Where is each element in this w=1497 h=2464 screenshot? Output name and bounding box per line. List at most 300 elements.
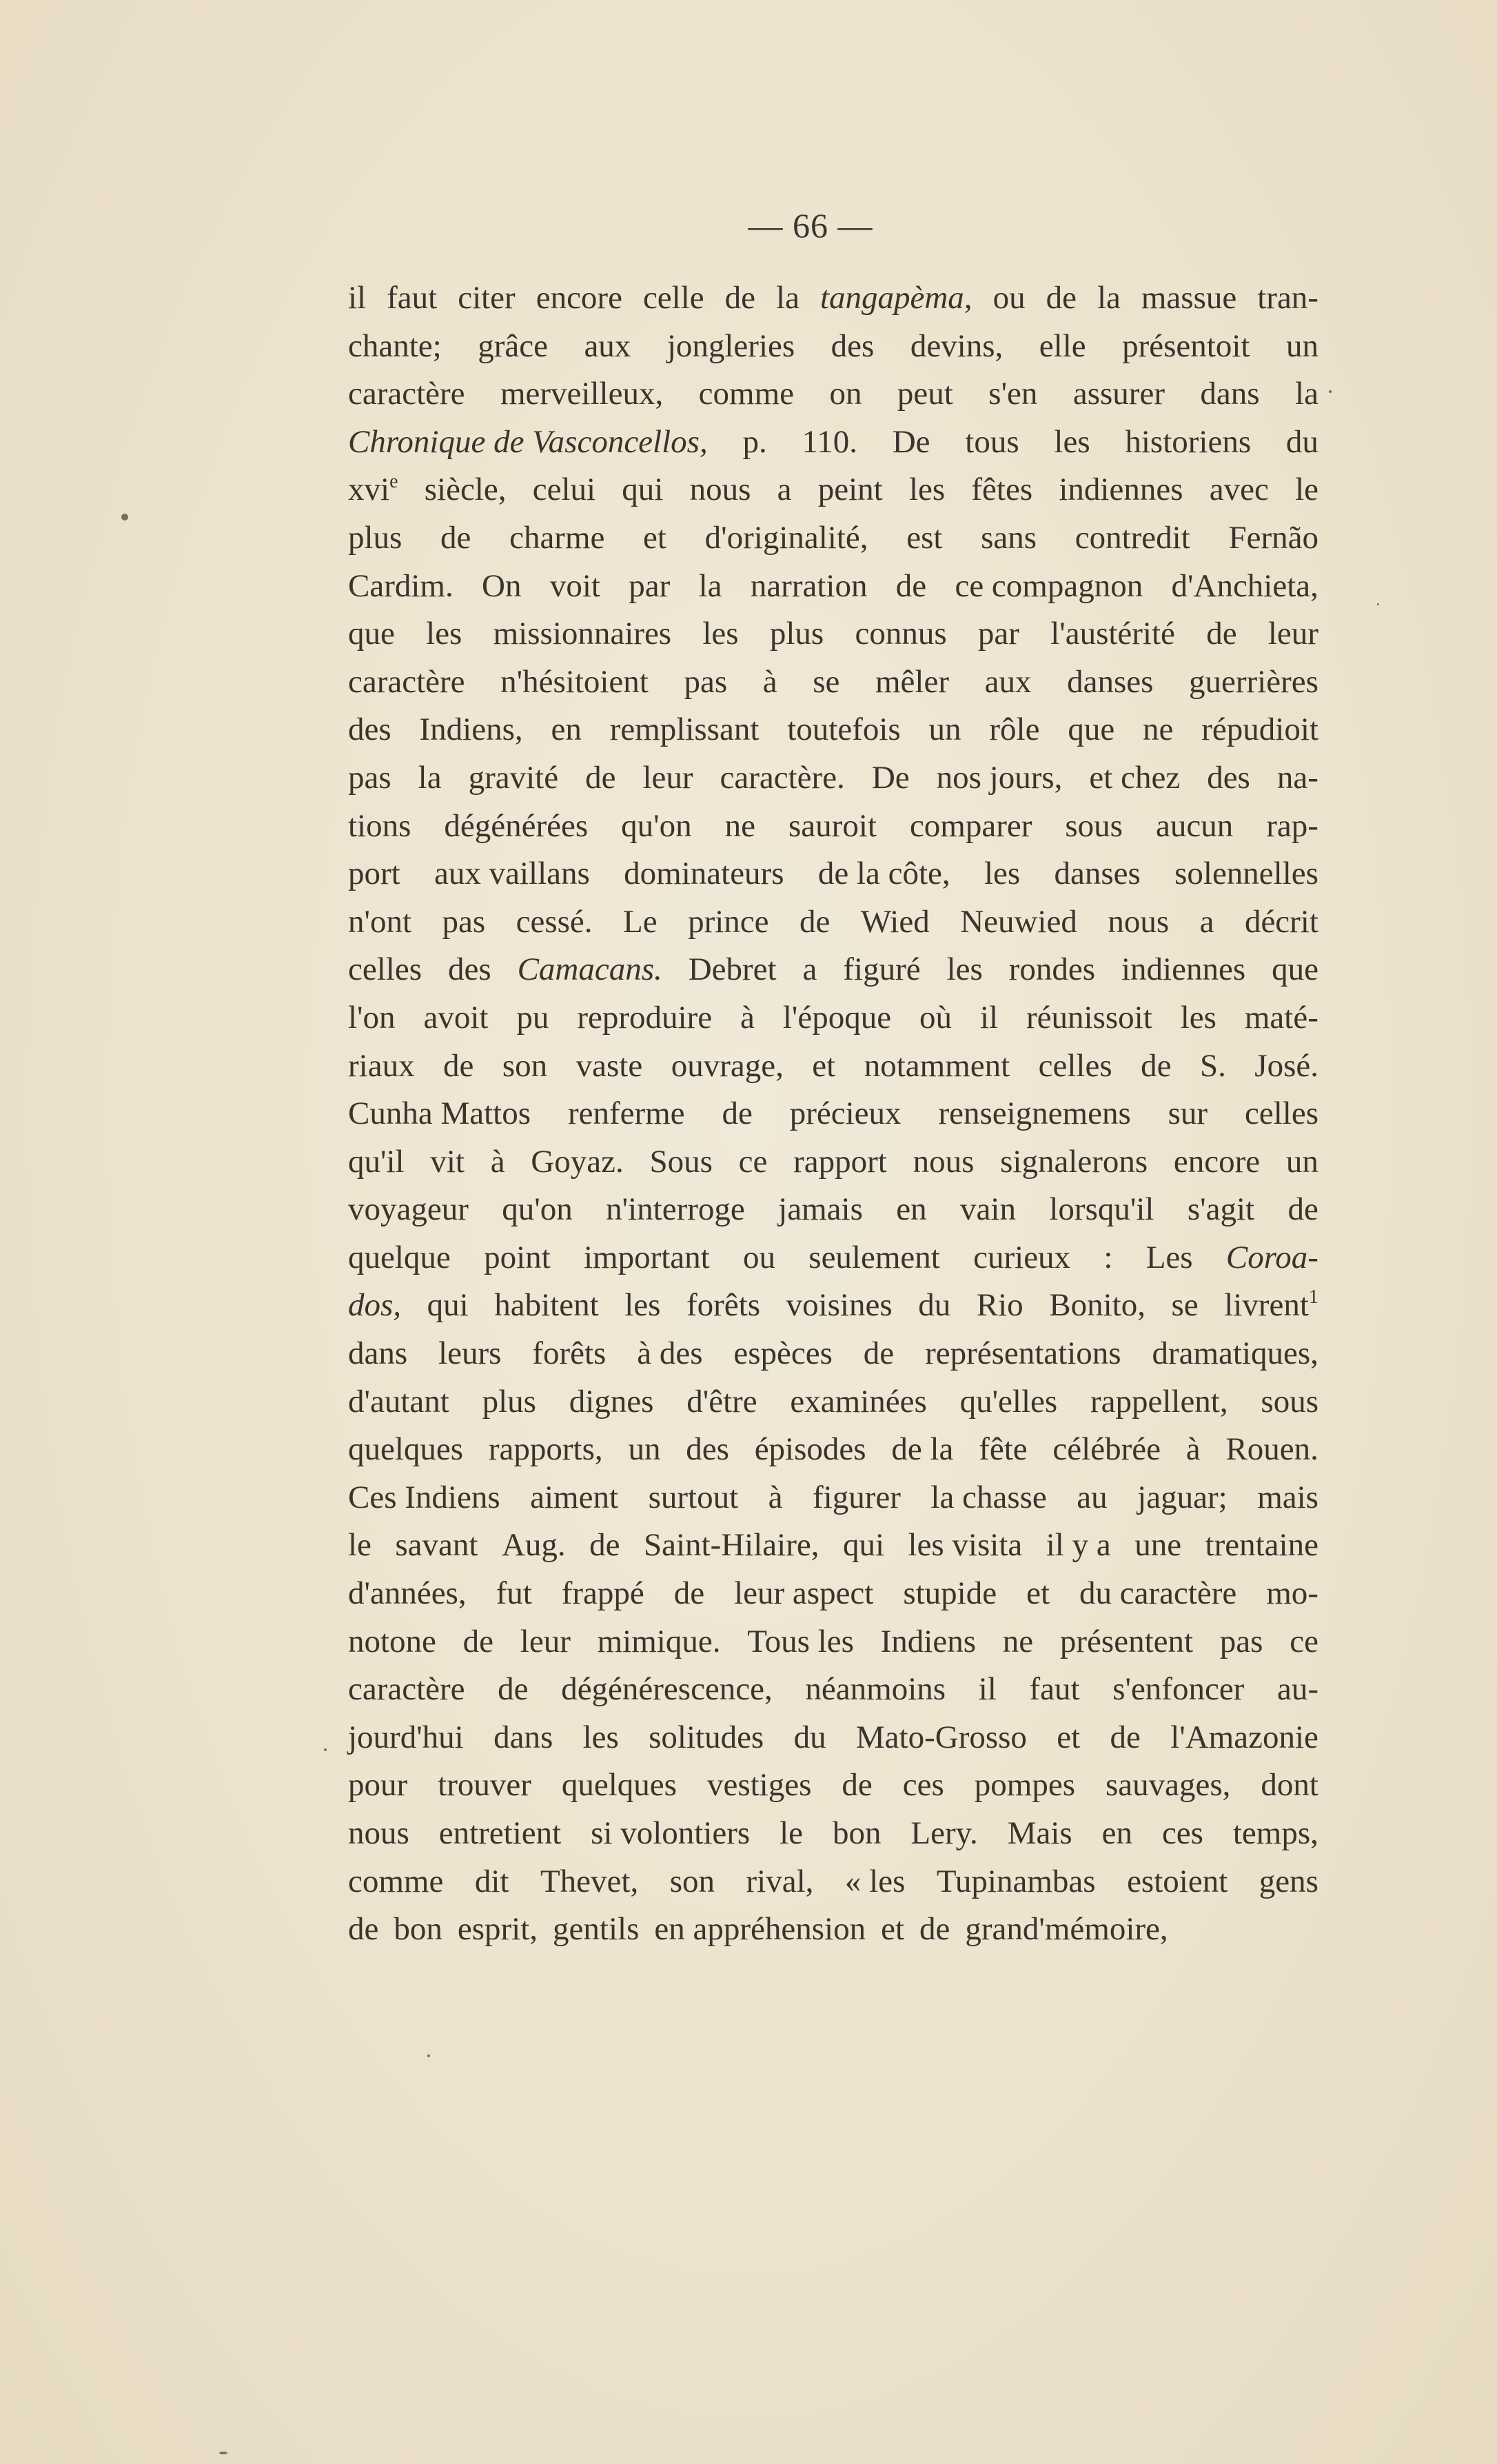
word-text: la: [776, 280, 800, 316]
word-text: un: [628, 1431, 661, 1468]
word: [348, 1810, 409, 1858]
word: [502, 1186, 572, 1234]
word: [551, 706, 581, 754]
text-line: [348, 418, 1318, 467]
word: [808, 1234, 940, 1282]
paper-speck: [219, 2452, 227, 2454]
word-text: en appréhension: [654, 1911, 866, 1948]
word: [780, 1810, 803, 1858]
word-text: pas: [684, 663, 728, 700]
word-text: stupide: [903, 1575, 997, 1612]
word-text: charme: [509, 519, 605, 556]
word: [674, 1570, 704, 1618]
word: [930, 1474, 1046, 1522]
word: [699, 370, 794, 418]
word-text: caractère: [348, 663, 465, 700]
word: [348, 1426, 463, 1474]
word-text: Indiens: [880, 1623, 977, 1659]
word-text: les: [582, 1719, 619, 1755]
word: [937, 754, 1063, 802]
word-text: à: [762, 663, 777, 700]
word: [747, 1618, 854, 1666]
text-line: [348, 514, 1318, 563]
word-text: Neuwied: [960, 903, 1077, 940]
word-text: il: [979, 999, 999, 1036]
word: [1162, 1810, 1203, 1858]
word: [842, 1761, 872, 1810]
text-line: [348, 1570, 1318, 1618]
word: [843, 946, 920, 994]
word-text: il: [348, 280, 367, 316]
word-text: mêler: [875, 663, 949, 700]
word: [903, 1761, 944, 1810]
word-text: aucun: [1155, 807, 1234, 844]
word: [740, 994, 755, 1042]
word: [1122, 323, 1250, 371]
word-text: mimique.: [597, 1623, 721, 1659]
word: [518, 946, 662, 994]
word-text: tions: [348, 807, 411, 844]
word: [993, 274, 1026, 323]
word-text: les: [908, 472, 946, 508]
word-text: Chronique de Vasconcellos,: [348, 423, 708, 460]
word-text: indiennes: [1059, 472, 1183, 508]
word-text: qui: [842, 1527, 884, 1564]
word: [589, 1522, 620, 1570]
word: [458, 1906, 538, 1954]
word-text: la: [1097, 280, 1121, 316]
word: [348, 1714, 464, 1762]
word-text: les visita: [908, 1527, 1023, 1564]
word-text: quelques: [561, 1767, 677, 1804]
word: [348, 850, 400, 898]
word-text: vit: [430, 1143, 465, 1180]
word: [1110, 1714, 1141, 1762]
page-number: — 66 —: [748, 206, 873, 245]
text-line: [348, 1666, 1318, 1714]
word-text: qu'on: [502, 1191, 573, 1228]
word: [960, 1378, 1058, 1426]
word: [1049, 1282, 1145, 1330]
word: [1288, 1186, 1318, 1234]
word: [509, 514, 604, 563]
word-text: d'être: [686, 1383, 757, 1420]
word-text: en: [551, 711, 582, 748]
word: [348, 994, 396, 1042]
word: [623, 898, 658, 947]
word: [649, 1714, 764, 1762]
word-text: des: [1207, 759, 1250, 796]
text-line: [348, 323, 1318, 371]
word-text: de: [589, 1527, 620, 1564]
word-text: José.: [1254, 1047, 1318, 1084]
word-text: épisodes: [754, 1431, 866, 1468]
word-text: de la côte,: [817, 856, 950, 892]
word: [965, 1906, 1168, 1954]
word: [979, 1666, 997, 1714]
word: [1049, 1186, 1154, 1234]
word-text: dégénérées: [444, 807, 589, 844]
word: [348, 1138, 405, 1186]
word-text: Indiens,: [419, 711, 523, 748]
word-text: cessé.: [516, 903, 593, 940]
word-text: répudioit: [1201, 711, 1318, 748]
word-text: ou: [743, 1239, 775, 1275]
word: [478, 323, 548, 371]
word: [516, 898, 593, 947]
word-text: par: [977, 616, 1019, 652]
word: [790, 1090, 902, 1138]
word: [1210, 466, 1269, 514]
word-text: tous: [965, 423, 1019, 460]
word-text: contredit: [1075, 519, 1190, 556]
word: [793, 1138, 887, 1186]
word: [903, 1570, 997, 1618]
word-text: chante;: [348, 327, 442, 364]
word: [1054, 850, 1140, 898]
word-text: celle: [642, 280, 704, 316]
word-text: merveilleux,: [500, 376, 664, 412]
word-text: bon: [394, 1911, 442, 1948]
word: [448, 946, 491, 994]
word-text: néanmoins: [805, 1671, 946, 1708]
word: [872, 754, 910, 802]
word-text: se: [1171, 1287, 1199, 1324]
word-text: qui: [427, 1287, 469, 1324]
word: [1137, 1474, 1228, 1522]
word-text: au-: [1276, 1671, 1318, 1708]
word-text: vaste: [576, 1047, 643, 1084]
word-text: Thevet,: [540, 1863, 639, 1899]
text-line: [348, 1234, 1318, 1282]
word: [624, 1282, 660, 1330]
word: [813, 1474, 901, 1522]
word-text: reproduire: [577, 999, 713, 1036]
word-text: remplissant: [609, 711, 760, 748]
word-text: massue: [1141, 280, 1237, 316]
word-text: en: [896, 1191, 927, 1228]
word: [1141, 274, 1236, 323]
word-text: Tous les: [747, 1623, 854, 1659]
word: [1207, 754, 1250, 802]
word-text: l'on: [348, 999, 396, 1036]
word: [929, 706, 961, 754]
word: [532, 1330, 606, 1378]
word: [1026, 1570, 1050, 1618]
word: [919, 994, 952, 1042]
word-text: trentaine: [1205, 1527, 1318, 1564]
word: [493, 610, 671, 658]
word-text: espèces: [733, 1335, 833, 1372]
word-text: le: [1295, 472, 1318, 508]
word: [348, 1474, 500, 1522]
word-text: plus: [482, 1383, 536, 1420]
word: [348, 1234, 451, 1282]
word-text: de: [673, 1575, 705, 1612]
word: [1174, 1138, 1260, 1186]
word: [348, 1378, 449, 1426]
word: [690, 466, 751, 514]
word: [520, 1618, 571, 1666]
word-text: un: [928, 711, 961, 748]
word: [1254, 1042, 1318, 1091]
text-line: [348, 610, 1318, 658]
word: [1186, 1426, 1201, 1474]
word: [489, 1426, 603, 1474]
word-text: il: [978, 1671, 997, 1708]
word-text: sur: [1168, 1095, 1208, 1132]
word: [348, 1858, 443, 1906]
word-text: danses: [1067, 663, 1154, 700]
word-text: ce: [738, 1143, 768, 1180]
word-text: dans: [348, 1335, 408, 1372]
word: [1295, 466, 1318, 514]
word-text: et: [1057, 1719, 1081, 1755]
word: [831, 323, 875, 371]
word: [348, 418, 708, 467]
word-text: 110.: [802, 423, 857, 460]
word: [1268, 610, 1318, 658]
word: [1090, 1378, 1228, 1426]
word-text: faut: [387, 280, 438, 316]
word: [965, 418, 1019, 467]
word: [720, 754, 845, 802]
word-text: s'enfoncer: [1112, 1671, 1245, 1708]
word-text: Ces Indiens: [348, 1479, 500, 1515]
word: [763, 658, 777, 707]
word: [1286, 418, 1318, 467]
word: [955, 563, 1143, 611]
word-text: dégénérescence,: [561, 1671, 773, 1708]
word: [707, 1761, 811, 1810]
word-text: danses: [1054, 856, 1141, 892]
word: [418, 754, 442, 802]
word-text: a: [777, 472, 792, 508]
word: [1257, 274, 1318, 323]
word-text: pas: [442, 903, 486, 940]
word-text: Bonito,: [1049, 1287, 1145, 1324]
word-text: ne: [724, 807, 756, 844]
word: [598, 1618, 721, 1666]
word: [702, 610, 738, 658]
word: [348, 1282, 401, 1330]
word-text: et: [1026, 1575, 1050, 1612]
word: [1226, 1234, 1318, 1282]
word: [845, 1858, 905, 1906]
word-text: les: [702, 616, 739, 652]
paper-speck: [1329, 390, 1332, 393]
word: [864, 1330, 894, 1378]
word: [469, 754, 559, 802]
word: [1220, 1618, 1263, 1666]
word-text: avec: [1209, 472, 1269, 508]
word: [606, 1186, 745, 1234]
word: [778, 1186, 863, 1234]
word-text: les: [984, 856, 1021, 892]
word: [1188, 1186, 1254, 1234]
word-text: gravité: [468, 759, 559, 796]
word-text: à: [490, 1143, 505, 1180]
word-text: vestiges: [706, 1767, 812, 1804]
word-text: Aug.: [501, 1527, 566, 1564]
word-text: de: [724, 280, 756, 316]
word: [705, 514, 868, 563]
word: [1067, 658, 1153, 707]
word-text: nous: [689, 472, 751, 508]
word-text: du: [793, 1719, 826, 1755]
word-text: son: [502, 1047, 548, 1084]
word-text: de: [462, 1623, 494, 1659]
text-line: [348, 1378, 1318, 1426]
word-text: Mato-Grosso: [855, 1719, 1027, 1755]
word: [1206, 610, 1236, 658]
word: [591, 1810, 750, 1858]
word-text: célébrée: [1052, 1431, 1161, 1468]
word: [348, 898, 411, 947]
word: [1065, 802, 1123, 851]
word-text: tangapèma,: [819, 280, 972, 316]
word: [493, 1714, 553, 1762]
word: [387, 274, 437, 323]
word: [971, 466, 1032, 514]
word: [843, 1522, 884, 1570]
word: [856, 1714, 1027, 1762]
word: [1106, 1761, 1230, 1810]
word-text: l'Amazonie: [1170, 1719, 1318, 1755]
word-text: livrent: [1224, 1287, 1309, 1324]
word: [1125, 418, 1251, 467]
word-text: n'hésitoient: [500, 663, 649, 700]
word-text: pu: [516, 999, 549, 1036]
word-text: Sous: [649, 1143, 713, 1180]
word: [530, 1474, 618, 1522]
word: [755, 1426, 866, 1474]
word-text: sans: [981, 519, 1037, 556]
word-text: les: [1054, 423, 1090, 460]
word: [1272, 946, 1318, 994]
word: [686, 1282, 760, 1330]
word-text: quelques: [348, 1431, 464, 1468]
word: [494, 1282, 598, 1330]
word: [829, 370, 862, 418]
word-text: ouvrage,: [671, 1047, 784, 1084]
word-text: caractère: [348, 1671, 465, 1708]
word: [643, 514, 666, 563]
word-text: indiennes: [1121, 951, 1246, 988]
word-text: Debret: [688, 951, 777, 988]
word: [348, 274, 366, 323]
word-text: au: [1077, 1479, 1108, 1515]
word: [348, 658, 465, 707]
word: [1059, 466, 1183, 514]
word-text: plus: [769, 616, 824, 652]
word: [500, 370, 663, 418]
word-text: de: [799, 903, 831, 940]
word-text: précieux: [789, 1095, 902, 1132]
word: [1102, 1810, 1132, 1858]
word-text: aiment: [530, 1479, 619, 1515]
word-text: siècle,: [424, 472, 507, 508]
word: [1174, 850, 1318, 898]
word-text: ce compagnon: [955, 567, 1143, 604]
word-text: jongleries: [666, 327, 795, 364]
word-text: fut: [496, 1575, 532, 1612]
text-line: [348, 850, 1318, 898]
word: [348, 706, 391, 754]
word-text: un: [1285, 1143, 1318, 1180]
word-text: des: [831, 327, 875, 364]
word-text: quelque: [348, 1239, 451, 1275]
word-text: grâce: [478, 327, 548, 364]
word: [1201, 706, 1318, 754]
word: [439, 1810, 561, 1858]
word-text: S.: [1199, 1047, 1226, 1084]
word: [348, 1330, 407, 1378]
word: [1261, 1761, 1318, 1810]
superscript: e: [389, 471, 398, 493]
word-text: où: [919, 999, 952, 1036]
word-text: entretient: [438, 1815, 562, 1851]
word: [1073, 370, 1165, 418]
word-text: habitent: [494, 1287, 599, 1324]
word: [500, 658, 649, 707]
word: [576, 1042, 643, 1091]
word-text: toutefois: [787, 711, 901, 748]
word-text: solennelles: [1174, 856, 1318, 892]
word: [975, 1761, 1075, 1810]
word-text: dans: [493, 1719, 553, 1755]
word-text: ne: [1143, 711, 1174, 748]
word: [1008, 1810, 1072, 1858]
word: [550, 563, 600, 611]
word-text: Rouen.: [1225, 1431, 1318, 1468]
word: [818, 466, 883, 514]
word-text: examinées: [790, 1383, 927, 1420]
word-text: aux vaillans: [434, 856, 590, 892]
word: [348, 1906, 378, 1954]
word-text: peut: [897, 376, 953, 412]
word-text: leur: [1267, 616, 1318, 652]
text-line: [348, 1906, 1318, 1954]
word-text: riaux: [348, 1047, 415, 1084]
word-text: si volontiers: [591, 1815, 751, 1851]
word: [794, 1714, 826, 1762]
word: [426, 610, 462, 658]
word-text: Cardim.: [348, 567, 454, 604]
word: [1257, 1474, 1318, 1522]
word-text: à des: [637, 1335, 703, 1372]
word: [1266, 802, 1318, 851]
paper-speck: [1377, 603, 1379, 605]
word: [562, 1761, 677, 1810]
word-text: solitudes: [649, 1719, 764, 1755]
word: [1181, 994, 1216, 1042]
word-text: son: [669, 1863, 715, 1899]
word-text: On: [482, 567, 522, 604]
word: [442, 898, 486, 947]
word-text: tran-: [1257, 280, 1318, 316]
word: [420, 706, 523, 754]
word: [978, 610, 1019, 658]
word-text: jaguar;: [1137, 1479, 1228, 1515]
word: [1205, 1522, 1318, 1570]
word-text: encore: [536, 280, 622, 316]
word-text: forêts: [532, 1335, 607, 1372]
word: [1261, 1378, 1318, 1426]
word: [960, 898, 1077, 947]
word-text: de: [443, 1047, 474, 1084]
word: [348, 1570, 467, 1618]
